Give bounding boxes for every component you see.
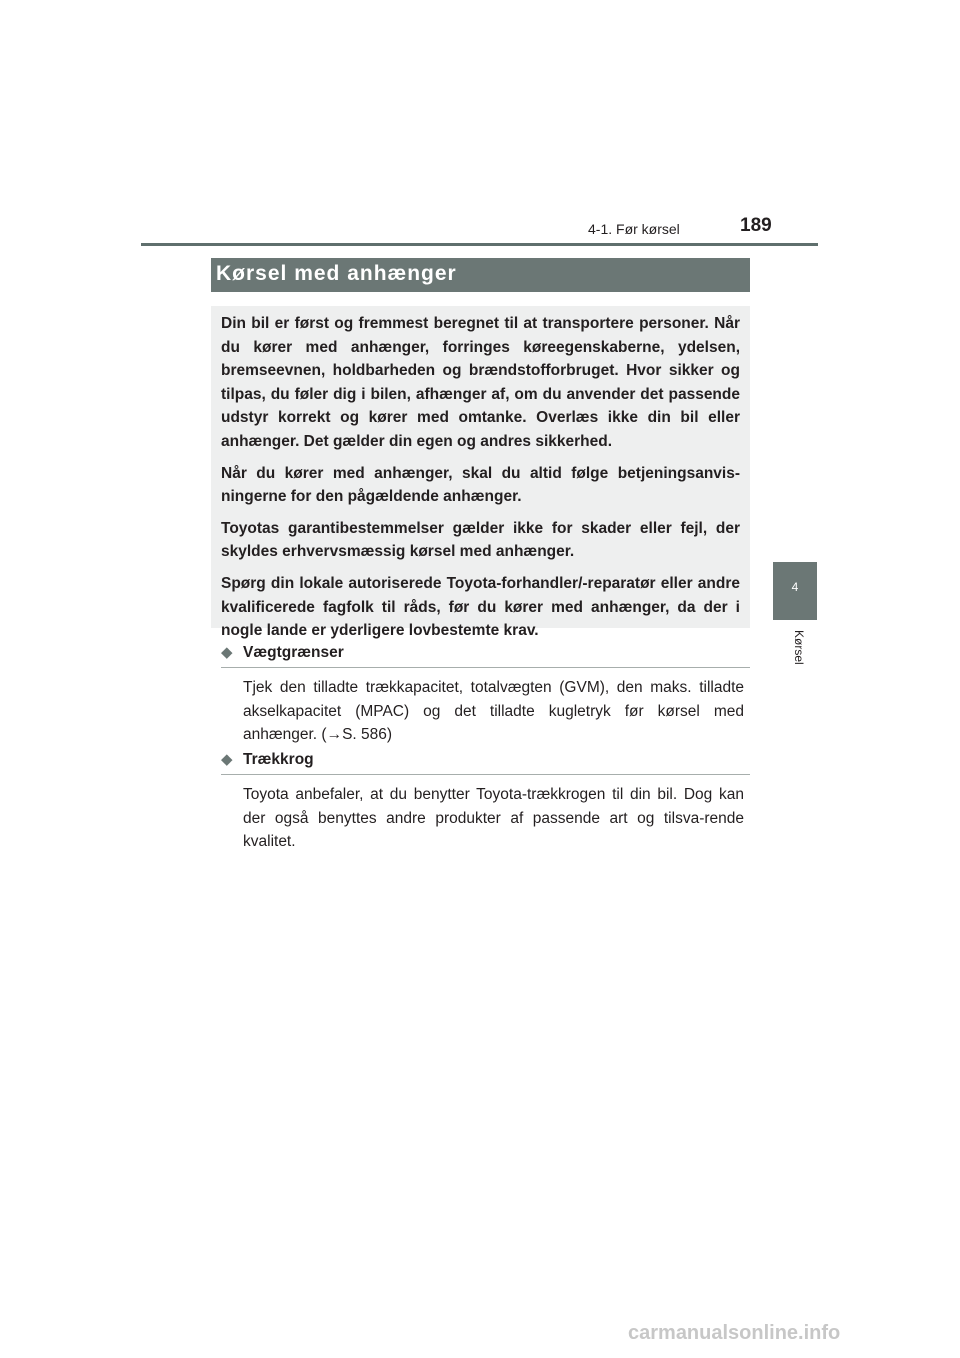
watermark: carmanualsonline.info: [628, 1322, 841, 1344]
intro-paragraph: Din bil er først og fremmest beregnet til at transportere personer. Når du kører med anhænger, forringes køreegenskaberne, ydelsen, bremseevnen, holdbarheden og brændstofforbruget. Hvor sikker og tilpas, du føler dig i bilen, afhænger af, om du anvender det passende udstyr korrekt og kører med omtanke. Overlæs ikke din bil eller anhænger. Det gælder din egen og andres sikkerhed.: [221, 315, 740, 450]
section-heading-tow-hook: [221, 750, 750, 775]
page-number: 189: [740, 215, 772, 236]
page-title: Kørsel med anhænger: [216, 262, 457, 285]
header-divider: [141, 243, 818, 246]
section-heading-label: Vægtgrænser: [243, 644, 344, 661]
intro-paragraph: Toyotas garantibestemmelser gælder ikke for skader eller fejl, der skyldes erhvervsmæssig kørsel med anhænger.: [221, 519, 740, 561]
intro-paragraph: Spørg din lokale autoriserede Toyota-forhandler/-reparatør eller andre kvalificerede fagfolk til råds, før du kører med anhænger, da der i nogle lande er yderligere lovbestemte krav.: [221, 574, 740, 640]
section-heading-label: Trækkrog: [243, 751, 314, 768]
intro-paragraph: Når du kører med anhænger, skal du altid følge betjeningsanvis-ningerne for den pågældende anhænger.: [221, 464, 740, 506]
section-body-weight-limits: Tjek den tilladte trækkapacitet, totalvægten (GVM), den maks. tilladte akselkapacitet (MPAC) og det tilladte kugletryk før kørsel med anhænger. (→S. 586): [243, 679, 744, 744]
chapter-tab-label: Kørsel: [792, 630, 806, 665]
section-body-tow-hook: Toyota anbefaler, at du benytter Toyota-trækkrogen til din bil. Dog kan der også benyttes andre produkter af passende art og tilsva-rende kvalitet.: [243, 786, 744, 851]
chapter-tab-number: 4: [791, 580, 799, 594]
diamond-icon: ◆: [221, 751, 233, 768]
header-section-title: 4-1. Før kørsel: [588, 221, 680, 237]
section-heading-weight-limits: [221, 643, 750, 668]
diamond-icon: ◆: [221, 644, 233, 661]
intro-text: [221, 312, 740, 651]
